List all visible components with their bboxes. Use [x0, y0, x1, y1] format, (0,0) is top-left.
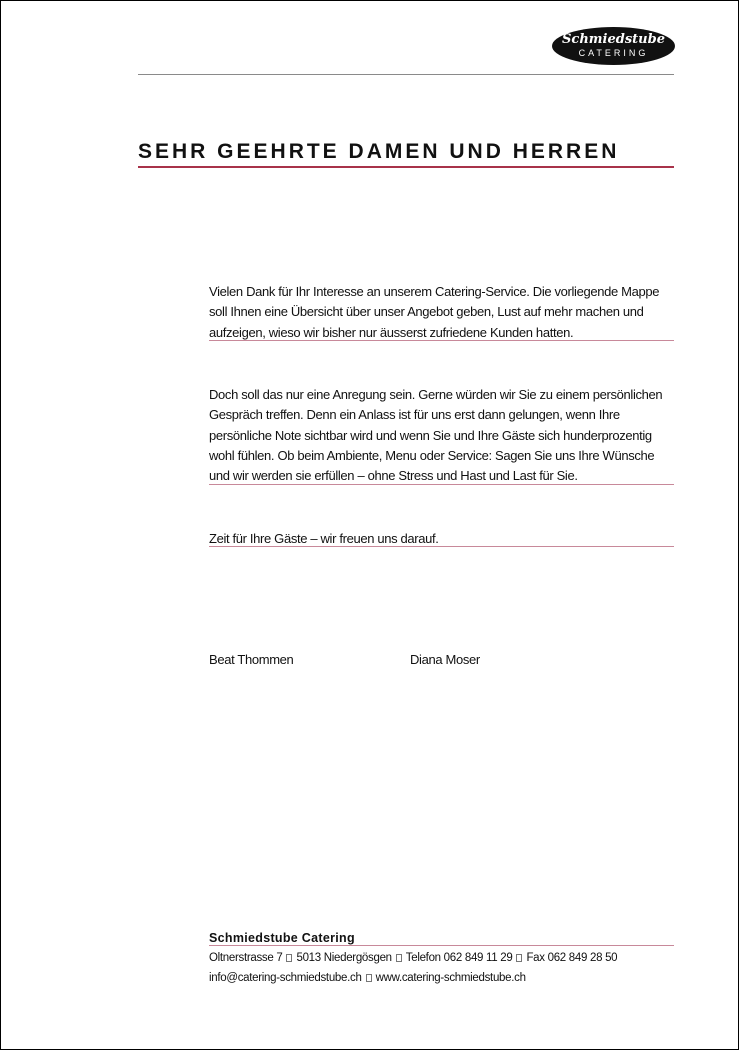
footer-company-name: Schmiedstube Catering [209, 931, 355, 945]
footer-contact-line [209, 972, 526, 984]
separator-icon [516, 954, 522, 962]
paragraph-intro: Vielen Dank für Ihr Interesse an unserem Catering-Service. Die vorliegende Mappe soll Ihnen eine Übersicht über unser Angebot geben, Lust auf mehr machen und aufzeigen, wieso wir bisher nur äusserst zufriedene Kunden hatten. [209, 284, 660, 340]
separator-icon [396, 954, 402, 962]
footer-fax: Fax 062 849 28 50 [526, 952, 618, 964]
signatory-1: Beat Thommen [209, 652, 294, 667]
footer-phone: Telefon 062 849 11 29 [405, 952, 513, 964]
logo-name: Schmiedstube [562, 32, 665, 47]
footer-address-line [209, 952, 617, 964]
paragraph-divider [209, 340, 674, 341]
paragraph-divider [209, 484, 674, 485]
logo-subtitle: CATERING [578, 48, 649, 58]
separator-icon [366, 974, 372, 982]
footer-website[interactable]: www.catering-schmiedstube.ch [375, 972, 526, 984]
paragraph-closing: Zeit für Ihre Gäste – wir freuen uns darauf. [209, 531, 439, 546]
header-divider [138, 74, 674, 75]
signatory-2: Diana Moser [410, 652, 480, 667]
heading-underline [138, 166, 674, 168]
letter-heading: SEHR GEEHRTE DAMEN UND HERREN [138, 140, 620, 163]
company-logo [552, 27, 675, 65]
footer-email[interactable]: info@catering-schmiedstube.ch [209, 972, 362, 984]
paragraph-divider [209, 546, 674, 547]
separator-icon [286, 954, 292, 962]
footer-divider [209, 945, 674, 946]
footer-city: 5013 Niedergösgen [296, 952, 392, 964]
paragraph-invitation: Doch soll das nur eine Anregung sein. Gerne würden wir Sie zu einem persönlichen Gespräch treffen. Denn ein Anlass ist für uns erst dann gelungen, wenn Ihre persönliche Note sichtbar wird und wenn Sie und Ihre Gäste sich hunderprozentig wohl fühlen. Ob beim Ambiente, Menu oder Service: Sagen Sie uns Ihre Wünsche und wir werden sie erfüllen – ohne Stress und Hast und Last für Sie. [209, 387, 663, 484]
footer-street: Oltnerstrasse 7 [209, 952, 283, 964]
